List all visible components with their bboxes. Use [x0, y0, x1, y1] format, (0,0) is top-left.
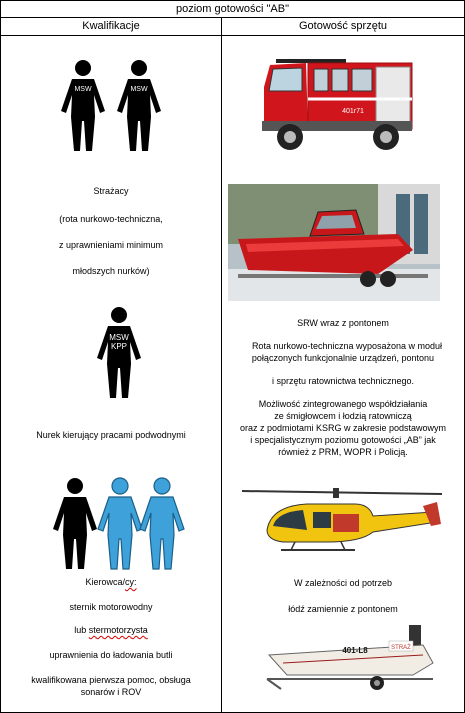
- cylinder-filling-label: uprawnienia do ładowania butli: [49, 650, 173, 660]
- srw-boat-photo: [228, 184, 440, 301]
- capability-desc-2: połączonych funkcjonalnie urządzeń, pontonu: [251, 353, 435, 363]
- column-header-equipment: Gotowość sprzętu: [222, 18, 464, 36]
- badge-msw-1: MSW: [74, 86, 92, 93]
- boat-name: STRAŻ: [391, 645, 411, 651]
- column-header-qualifications: Kwalifikacje: [1, 18, 221, 36]
- diver-supervisor-label: Nurek kierujący pracami podwodnymi: [36, 430, 186, 440]
- firefighters-desc-3: młodszych nurków): [72, 266, 150, 276]
- cooperation-desc-3: oraz z podmiotami KSRG w zakresie podstawowym: [239, 423, 447, 433]
- helicopter-image: [237, 482, 447, 559]
- person-figure-blue-2: [140, 478, 184, 569]
- srw-label: SRW wraz z pontonem: [297, 318, 389, 328]
- motorboat-image: [263, 623, 445, 691]
- cooperation-desc-4: i specjalistycznym poziomu gotowości „AB” jak: [250, 435, 436, 445]
- first-aid-label: kwalifikowana pierwsza pomoc, obsługa: [31, 675, 191, 685]
- firefighters-figures: [59, 59, 169, 157]
- person-figure-black: [53, 478, 97, 569]
- driver-label: Kierowca/cy:: [85, 577, 137, 587]
- crew-figures: [51, 477, 221, 575]
- cooperation-desc-2: ze śmigłowcem i łodzią ratowniczą: [274, 411, 412, 421]
- fire-truck-image: [256, 51, 426, 159]
- boat-registration: 401-L8: [342, 646, 368, 655]
- firefighters-desc-2: z uprawnieniami minimum: [58, 240, 164, 250]
- truck-plate-text: 401r71: [342, 108, 364, 115]
- capability-desc-3: i sprzętu ratownictwa technicznego.: [271, 376, 415, 386]
- table-title: poziom gotowości "AB": [1, 1, 464, 18]
- person-figure-blue-1: [98, 478, 142, 569]
- badge-msw-2: MSW: [130, 86, 148, 93]
- cooperation-desc-5: również z PRM, WOPR i Policją.: [278, 447, 408, 457]
- firefighters-label: Strażacy: [93, 186, 129, 196]
- motor-operator-label: lub stermotorzysta: [74, 625, 148, 635]
- badge-kpp: KPP: [110, 342, 128, 351]
- person-figure-1: [61, 60, 105, 151]
- needs-label-2: łódź zamiennie z pontonem: [288, 604, 398, 614]
- needs-label-1: W zależności od potrzeb: [293, 578, 393, 588]
- cooperation-desc-1: Możliwość zintegrowanego współdziałania: [258, 399, 428, 409]
- capability-desc-1: Rota nurkowo-techniczna wyposażona w moduł: [251, 341, 443, 351]
- diver-supervisor-figure: [95, 306, 145, 404]
- badge-msw: MSW: [109, 333, 129, 342]
- person-figure-2: [117, 60, 161, 151]
- firefighters-desc-1: (rota nurkowo-techniczna,: [59, 214, 163, 224]
- sonar-rov-label: sonarów i ROV: [80, 687, 142, 697]
- boat-helmsman-label: sternik motorowodny: [69, 602, 153, 612]
